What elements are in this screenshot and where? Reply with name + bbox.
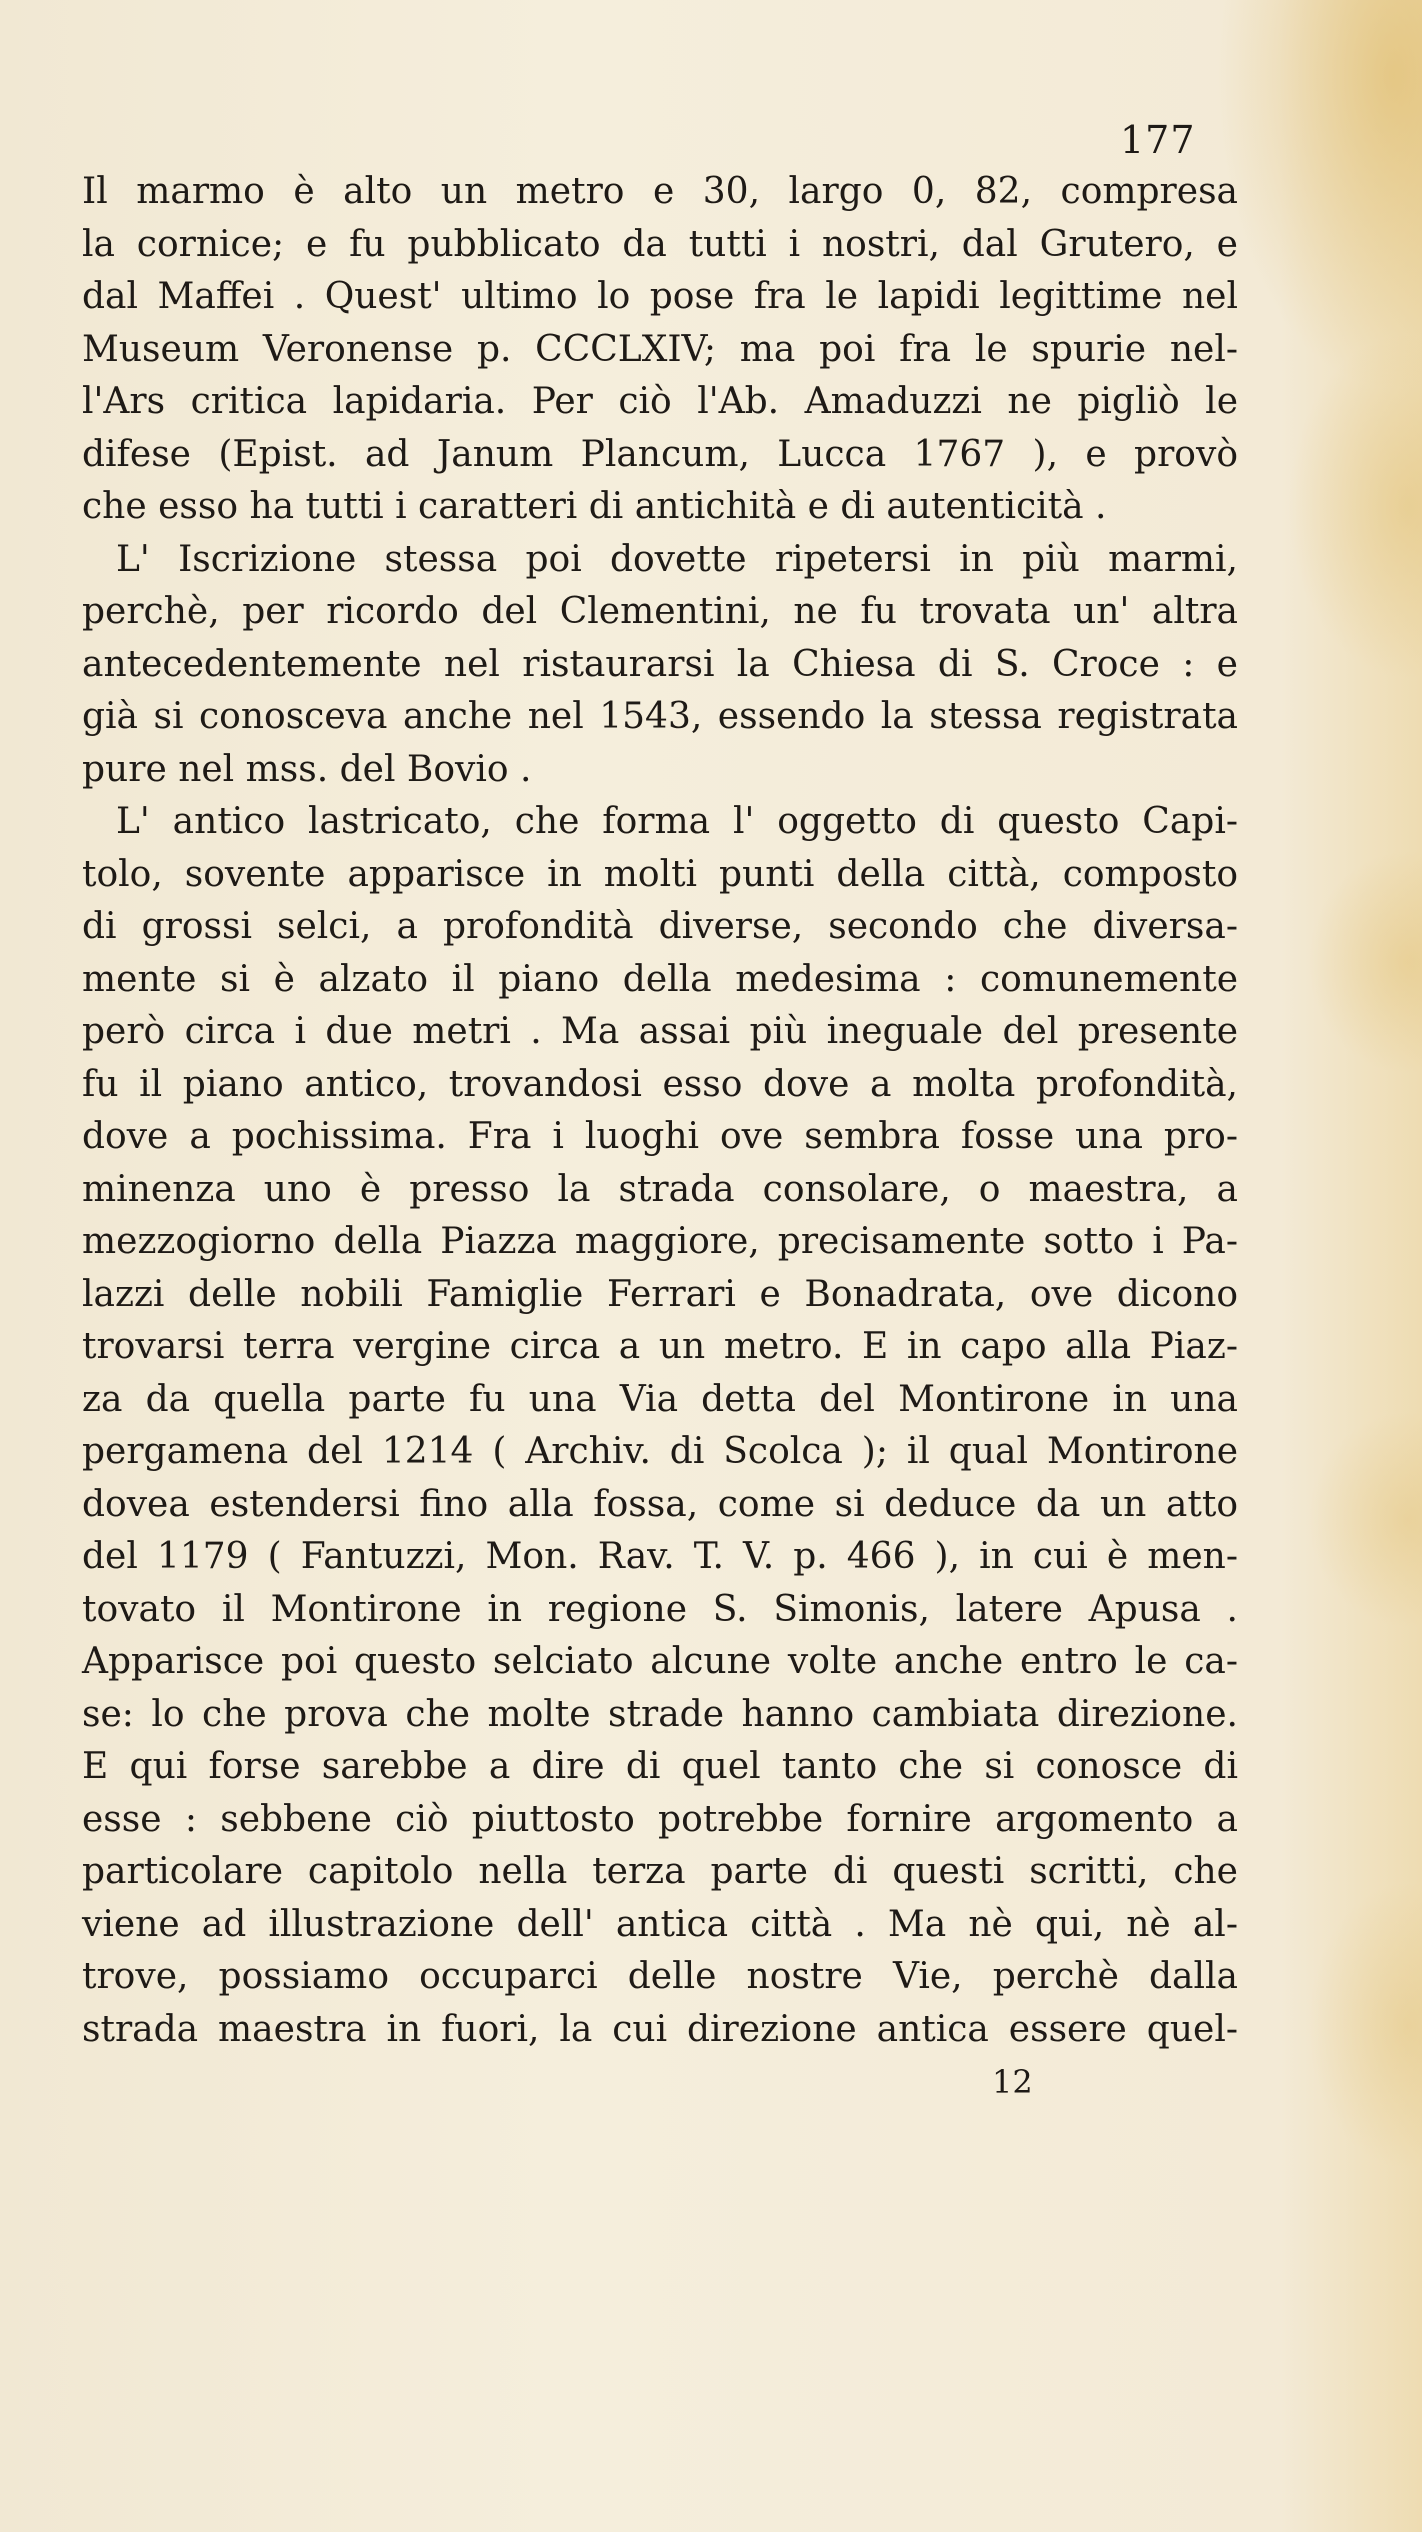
text-line: Il marmo è alto un metro e 30, largo 0, 82, compresa [82, 171, 1238, 212]
paragraph-first-line: L' Iscrizione stessa poi dovette ripetersi in più marmi, [116, 538, 1238, 580]
text-line: za da quella parte fu una Via detta del Montirone in una [82, 1378, 1238, 1420]
text-line: E qui forse sarebbe a dire di quel tanto che si conosce di [82, 1746, 1238, 1787]
page-number: 177 [1120, 118, 1196, 162]
text-line: Apparisce poi questo selciato alcune volte anche entro le ca- [82, 1641, 1238, 1682]
text-line: tovato il Montirone in regione S. Simonis, latere Apusa . [82, 1588, 1238, 1630]
text-line: se: lo che prova che molte strade hanno cambiata direzione. [82, 1693, 1238, 1735]
text-line: l'Ars critica lapidaria. Per ciò l'Ab. Amaduzzi ne pigliò le [82, 381, 1238, 422]
text-line: antecedentemente nel ristaurarsi la Chiesa di S. Croce : e [82, 643, 1238, 685]
text-line: mezzogiorno della Piazza maggiore, precisamente sotto i Pa- [82, 1221, 1238, 1262]
paragraph-first-line: L' antico lastricato, che forma l' oggetto di questo Capi- [116, 801, 1238, 842]
text-line: lazzi delle nobili Famiglie Ferrari e Bonadrata, ove dicono [82, 1273, 1238, 1315]
text-line: mente si è alzato il piano della medesima : comunemente [82, 958, 1238, 1000]
text-line: però circa i due metri . Ma assai più ineguale del presente [82, 1011, 1238, 1052]
text-line: particolare capitolo nella terza parte di questi scritti, che [82, 1851, 1238, 1892]
text-line: esse : sebbene ciò piuttosto potrebbe fornire argomento a [82, 1798, 1238, 1840]
text-line: pure nel mss. del Bovio . [82, 748, 532, 790]
text-line: dovea estendersi fino alla fossa, come si deduce da un atto [82, 1483, 1238, 1525]
text-line: la cornice; e fu pubblicato da tutti i nostri, dal Grutero, e [82, 223, 1238, 265]
text-line: perchè, per ricordo del Clementini, ne fu trovata un' altra [82, 591, 1238, 632]
text-line: strada maestra in fuori, la cui direzione antica essere quel- [82, 2008, 1238, 2050]
signature-mark: 12 [992, 2063, 1033, 2101]
text-line: Museum Veronense p. CCCLXIV; ma poi fra le spurie nel- [82, 328, 1238, 370]
text-line: pergamena del 1214 ( Archiv. di Scolca ); il qual Montirone [82, 1431, 1238, 1472]
text-line: dove a pochissima. Fra i luoghi ove sembra fosse una pro- [82, 1116, 1238, 1157]
text-line: trovarsi terra vergine circa a un metro. E in capo alla Piaz- [82, 1326, 1238, 1367]
text-line: già si conosceva anche nel 1543, essendo la stessa registrata [82, 696, 1238, 737]
text-line: trove, possiamo occuparci delle nostre Vie, perchè dalla [82, 1956, 1238, 1997]
text-line: tolo, sovente apparisce in molti punti della città, composto [82, 853, 1238, 895]
text-line: difese (Epist. ad Janum Plancum, Lucca 1767 ), e provò [82, 433, 1238, 475]
text-line: del 1179 ( Fantuzzi, Mon. Rav. T. V. p. 466 ), in cui è men- [82, 1536, 1238, 1577]
text-line: fu il piano antico, trovandosi esso dove a molta profondità, [82, 1063, 1238, 1105]
text-line: minenza uno è presso la strada consolare, o maestra, a [82, 1168, 1238, 1210]
text-line: che esso ha tutti i caratteri di antichità e di autenticità . [82, 486, 1107, 527]
text-line: viene ad illustrazione dell' antica città . Ma nè qui, nè al- [82, 1903, 1238, 1945]
body-text [82, 166, 1238, 2109]
text-line: di grossi selci, a profondità diverse, secondo che diversa- [82, 906, 1238, 947]
text-line: dal Maffei . Quest' ultimo lo pose fra le lapidi legittime nel [82, 276, 1238, 317]
